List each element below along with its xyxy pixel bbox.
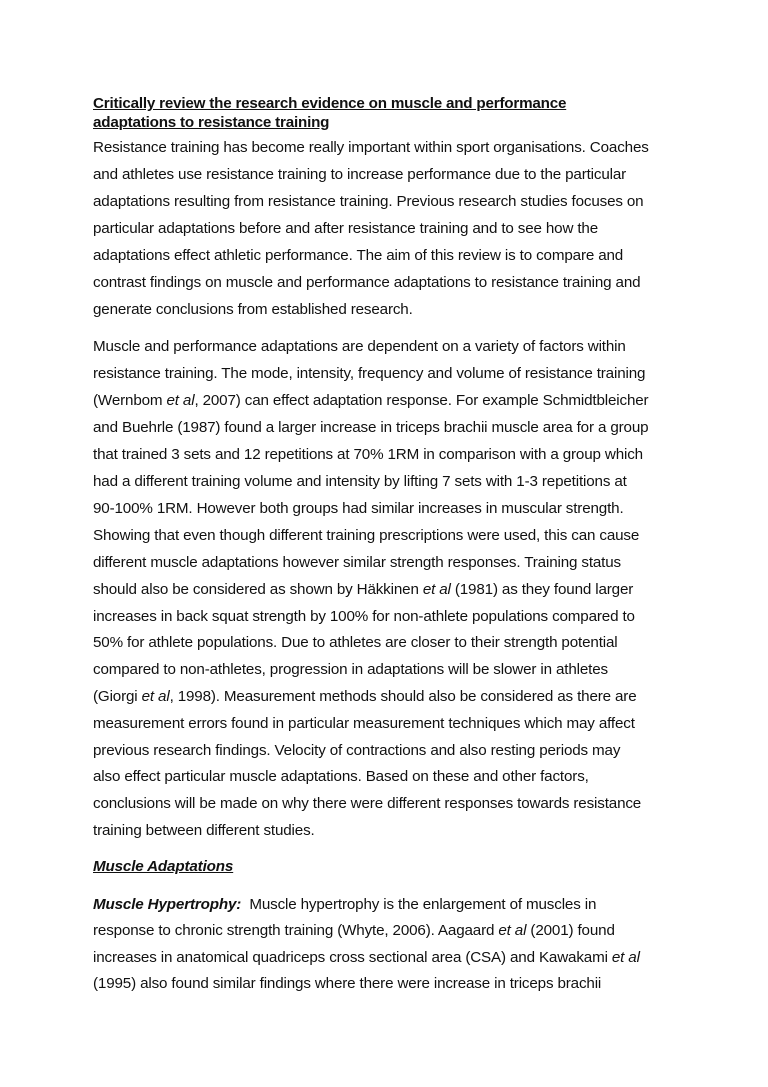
paragraph-line: different muscle adaptations however similar strength responses. Training status (93, 554, 621, 571)
text: increases in anatomical quadriceps cross sectional area (CSA) and Kawakami (93, 949, 612, 966)
citation-et-al: et al (611, 949, 640, 966)
text: Muscle hypertrophy is the enlargement of muscles in (241, 896, 597, 913)
paragraph-line: also effect particular muscle adaptations. Based on these and other factors, (93, 768, 589, 785)
paragraph-line: generate conclusions from established research. (93, 301, 413, 318)
document-title-line-2: adaptations to resistance training (93, 114, 330, 131)
paragraph-line (93, 896, 596, 914)
paragraph-line: adaptations effect athletic performance. The aim of this review is to compare and (93, 247, 624, 264)
paragraph-line (93, 949, 640, 967)
text: should also be considered as shown by Häkkinen (93, 581, 423, 598)
paragraph-line (93, 922, 615, 940)
paragraph-line: resistance training. The mode, intensity, frequency and volume of resistance training (93, 365, 646, 382)
citation-et-al: et al (422, 581, 451, 598)
text: , 2007) can effect adaptation response. For example Schmidtbleicher (194, 392, 649, 409)
paragraph-line: adaptations resulting from resistance training. Previous research studies focuses on (93, 193, 644, 210)
paragraph-line: Resistance training has become really important within sport organisations. Coaches (93, 139, 649, 156)
paragraph-line: contrast findings on muscle and performance adaptations to resistance training and (93, 274, 641, 291)
paragraph-line: and athletes use resistance training to increase performance due to the particular (93, 166, 627, 183)
text: (1981) as they found larger (450, 581, 634, 598)
paragraph-line: previous research findings. Velocity of contractions and also resting periods may (93, 742, 621, 759)
citation-et-al: et al (498, 922, 527, 939)
section-heading: Muscle Adaptations (93, 858, 234, 875)
paragraph-line (93, 581, 633, 599)
paragraph-line: conclusions will be made on why there were different responses towards resistance (93, 795, 642, 812)
paragraph-line: 50% for athlete populations. Due to athletes are closer to their strength potential (93, 634, 618, 651)
paragraph-line: particular adaptations before and after resistance training and to see how the (93, 220, 599, 237)
paragraph-line: had a different training volume and intensity by lifting 7 sets with 1-3 repetitions at (93, 473, 627, 490)
paragraph-line: increases in back squat strength by 100% for non-athlete populations compared to (93, 608, 635, 625)
text: (Giorgi (93, 688, 142, 705)
paragraph-line: measurement errors found in particular measurement techniques which may affect (93, 715, 635, 732)
text: (Wernbom (93, 392, 167, 409)
citation-et-al: et al (141, 688, 170, 705)
text: response to chronic strength training (Whyte, 2006). Aagaard (93, 922, 499, 939)
document-title-line-1: Critically review the research evidence on muscle and performance (93, 95, 567, 112)
paragraph-line: 90-100% 1RM. However both groups had similar increases in muscular strength. (93, 500, 624, 517)
paragraph-line: (1995) also found similar findings where there were increase in triceps brachii (93, 975, 602, 992)
citation-et-al: et al (166, 392, 195, 409)
paragraph-line: and Buehrle (1987) found a larger increase in triceps brachii muscle area for a group (93, 419, 649, 436)
paragraph-line: Showing that even though different training prescriptions were used, this can cause (93, 527, 640, 544)
subheading-label: Muscle Hypertrophy: (93, 896, 242, 913)
text: , 1998). Measurement methods should also be considered as there are (169, 688, 637, 705)
paragraph-line: Muscle and performance adaptations are dependent on a variety of factors within (93, 338, 626, 355)
paragraph-line: compared to non-athletes, progression in adaptations will be slower in athletes (93, 661, 608, 678)
paragraph-line: that trained 3 sets and 12 repetitions at 70% 1RM in comparison with a group which (93, 446, 643, 463)
paragraph-line: training between different studies. (93, 822, 315, 839)
text: (2001) found (526, 922, 615, 939)
paragraph-line (93, 688, 637, 706)
paragraph-line (93, 392, 648, 410)
